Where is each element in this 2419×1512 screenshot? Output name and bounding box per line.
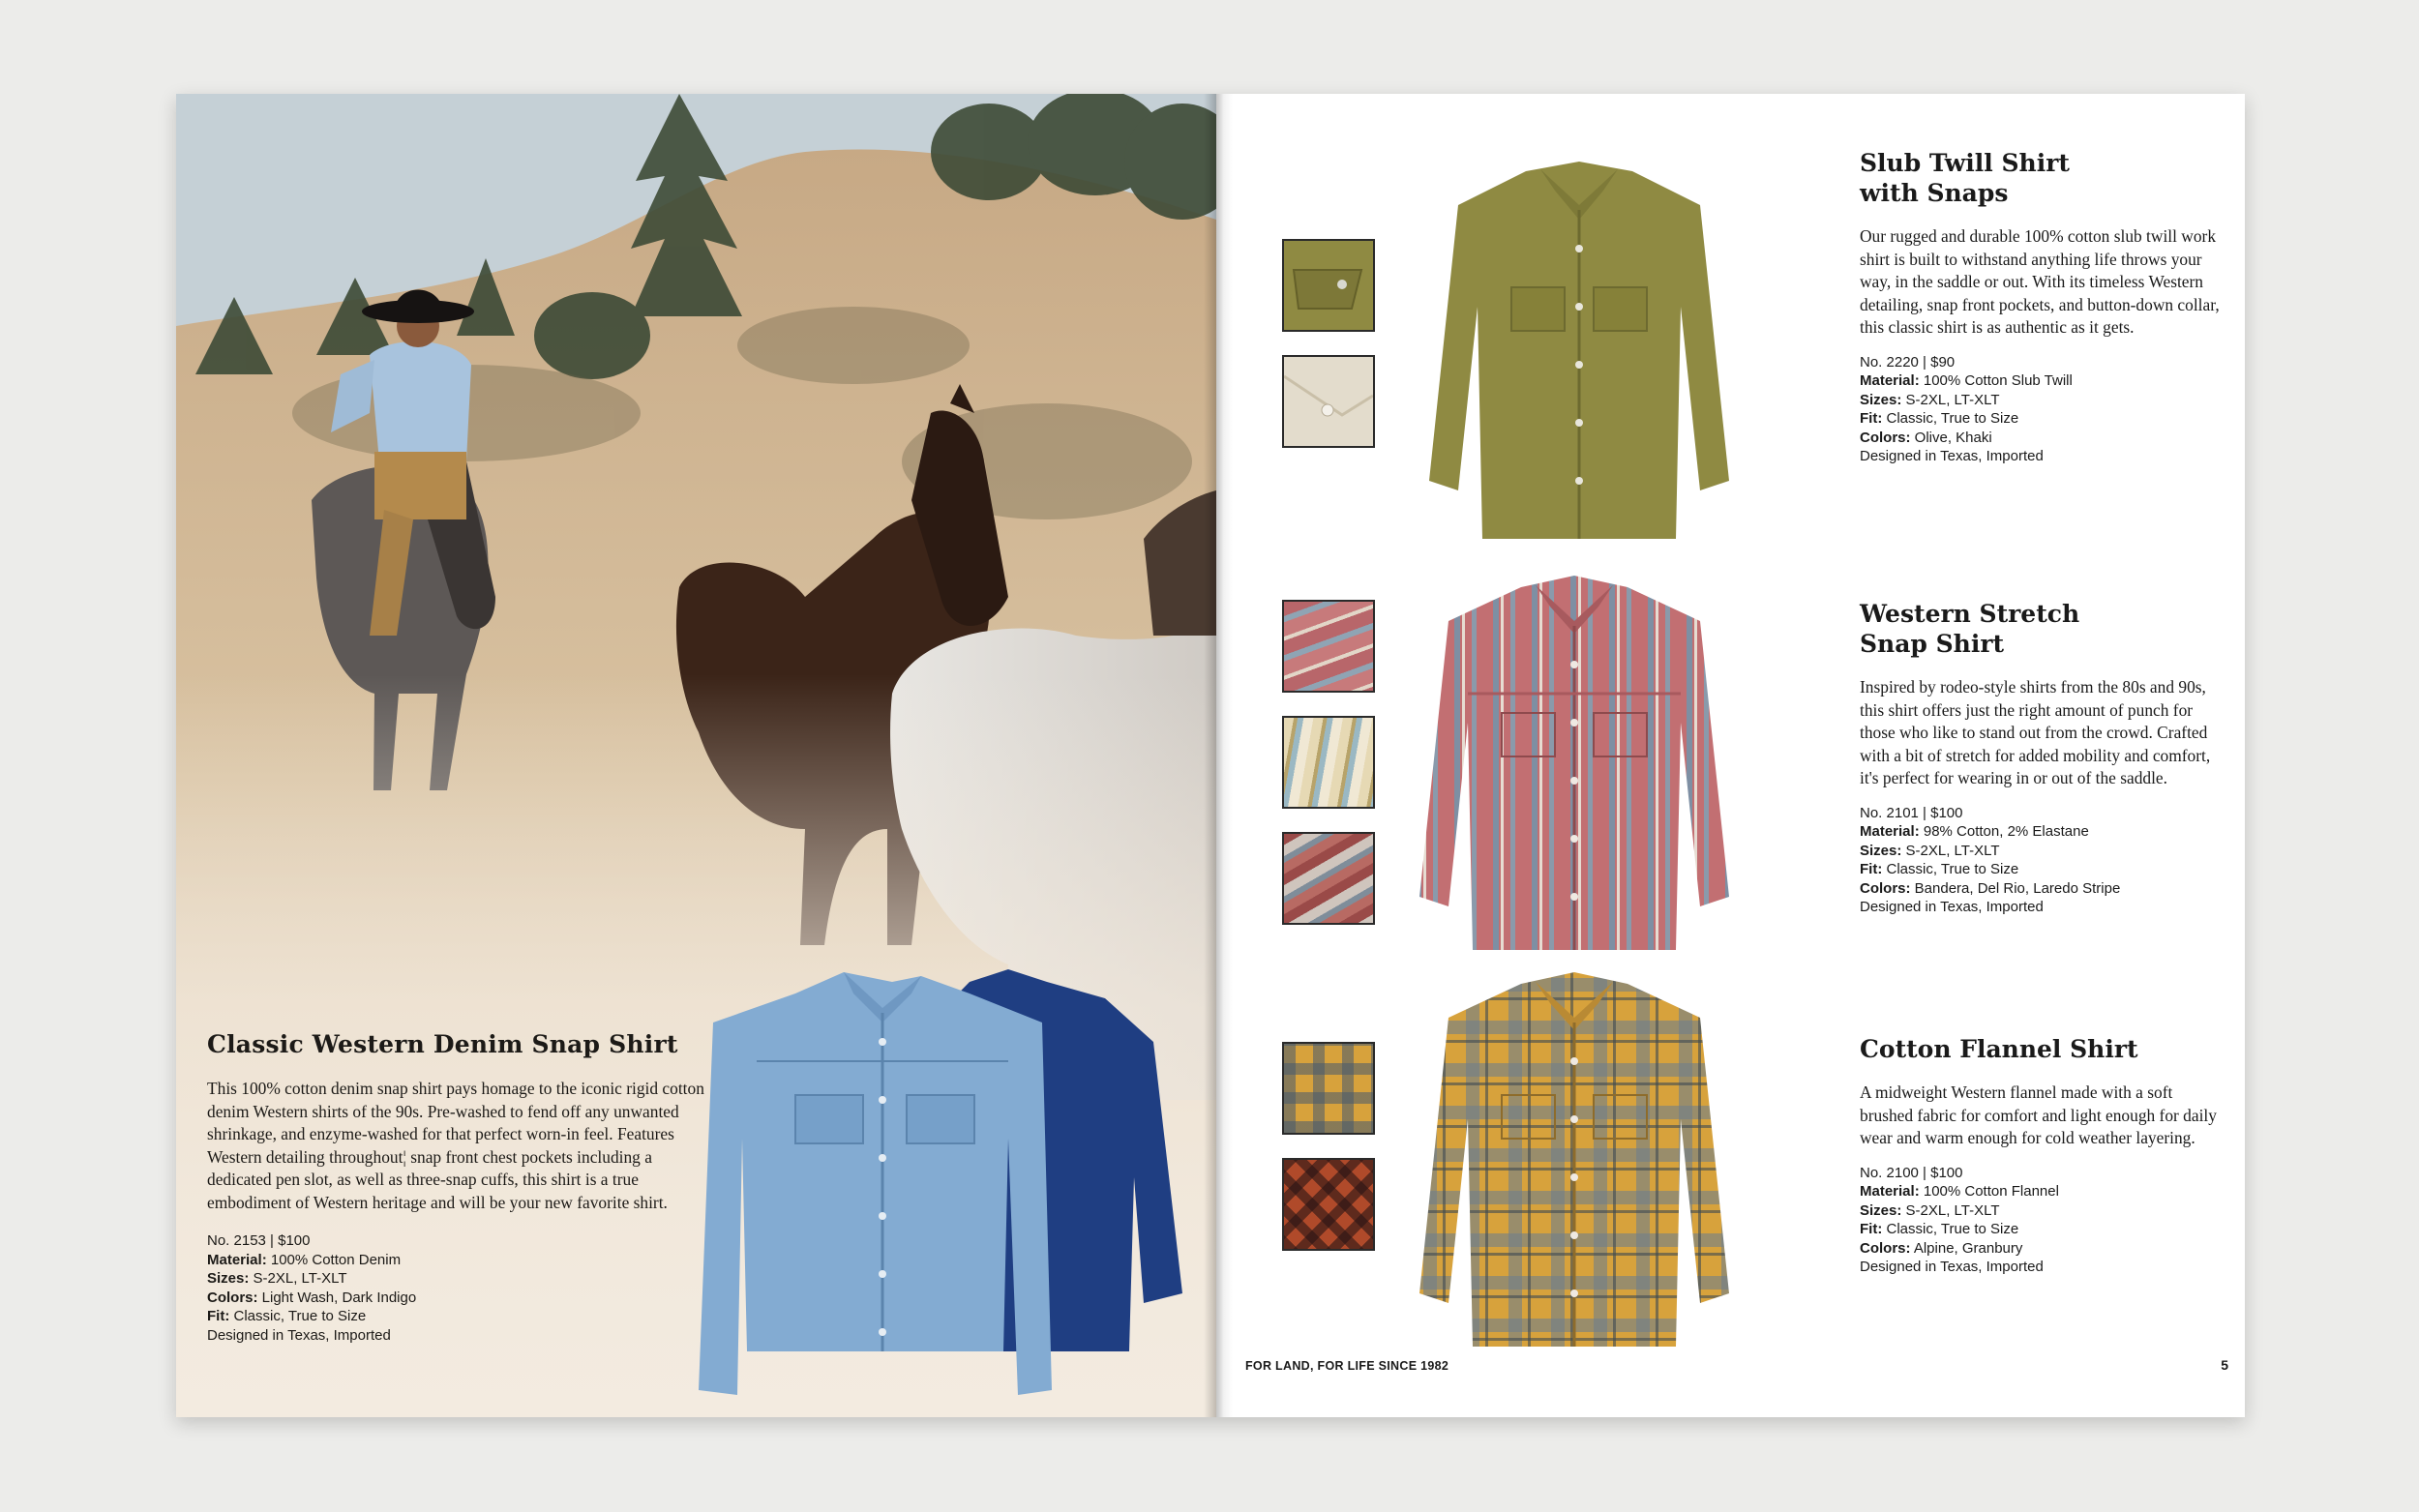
spec-sizes: Sizes: S-2XL, LT-XLT — [1860, 1201, 2000, 1219]
number-price: No. 2153 | $100 — [207, 1232, 311, 1249]
product-title: Slub Twill Shirt with Snaps — [1860, 149, 2070, 207]
spec-fit: Fit: Classic, True to Size — [1860, 861, 2019, 877]
spec-colors: Colors: Bandera, Del Rio, Laredo Stripe — [1860, 879, 2121, 897]
page-gutter — [1204, 94, 1233, 1417]
page-number: 5 — [2221, 1357, 2228, 1373]
footer-tagline: FOR LAND, FOR LIFE SINCE 1982 — [1245, 1359, 1449, 1373]
spec-material: Material: 100% Cotton Denim — [207, 1251, 402, 1268]
swatch-bandera-stripe — [1282, 600, 1375, 693]
right-page — [1216, 94, 2245, 1417]
spec-material: Material: 100% Cotton Slub Twill — [1860, 372, 2073, 389]
product-specs — [1860, 1164, 2227, 1277]
swatch-alpine-plaid — [1282, 1042, 1375, 1135]
product-western-stretch-text — [1860, 599, 2227, 917]
spec-colors: Colors: Olive, Khaki — [1860, 429, 1992, 446]
product-description: A midweight Western flannel made with a soft brushed fabric for comfort and light enough for daily wear and warm enough for cold weather layering. — [1860, 1082, 2217, 1147]
number-price: No. 2100 | $100 — [1860, 1164, 1963, 1181]
product-specs — [207, 1231, 710, 1345]
left-page — [176, 94, 1216, 1417]
swatch-laredo-stripe — [1282, 832, 1375, 925]
swatch-granbury-plaid — [1282, 1158, 1375, 1251]
spec-colors: Colors: Light Wash, Dark Indigo — [207, 1289, 417, 1306]
swatch-olive-pocket — [1282, 239, 1375, 332]
product-specs — [1860, 804, 2227, 917]
product-specs — [1860, 353, 2227, 466]
denim-shirt-description-block — [207, 1030, 710, 1345]
number-price: No. 2101 | $100 — [1860, 804, 1963, 821]
spec-sizes: Sizes: S-2XL, LT-XLT — [207, 1270, 347, 1287]
product-title: Cotton Flannel Shirt — [1860, 1035, 2138, 1063]
product-description: Our rugged and durable 100% cotton slub twill work shirt is built to withstand anything life throws your way, in the saddle or out. With its timeless Western detailing, snap front pockets, and button-down collar, this classic shirt is as authentic as it gets. — [1860, 226, 2220, 337]
product-description: This 100% cotton denim snap shirt pays homage to the iconic rigid cotton denim Western shirts of the 90s. Pre-washed to fend off any unwanted shrinkage, and enzyme-washed for that perfect worn-in feel. Features Western detailing throughout¦ snap front chest pockets including a dedicated pen slot, as well as three-snap cuffs, this shirt is a true embodiment of Western heritage and will be your new favorite shirt. — [207, 1079, 704, 1212]
product-origin: Designed in Texas, Imported — [1860, 448, 2044, 464]
spec-sizes: Sizes: S-2XL, LT-XLT — [1860, 842, 2000, 859]
spec-fit: Fit: Classic, True to Size — [207, 1308, 367, 1324]
product-title: Classic Western Denim Snap Shirt — [207, 1030, 678, 1058]
olive-slub-twill-shirt-image — [1419, 152, 1739, 558]
cotton-flannel-shirt-image — [1410, 964, 1739, 1361]
spec-material: Material: 98% Cotton, 2% Elastane — [1860, 823, 2089, 840]
catalog-spread — [176, 94, 2245, 1417]
product-origin: Designed in Texas, Imported — [207, 1326, 391, 1344]
product-cotton-flannel-text — [1860, 1034, 2227, 1277]
product-slub-twill-text — [1860, 148, 2227, 466]
swatch-del-rio-stripe — [1282, 716, 1375, 809]
product-title: Western Stretch Snap Shirt — [1860, 600, 2080, 658]
western-stretch-snap-shirt-image — [1410, 568, 1739, 964]
spec-colors: Colors: Alpine, Granbury — [1860, 1239, 2023, 1257]
product-description: Inspired by rodeo-style shirts from the 80s and 90s, this shirt offers just the right amount of punch for those who like to stand out from the crowd. Crafted with a bit of stretch for added mobility and comfort, it's perfect for wearing in or out of the saddle. — [1860, 677, 2211, 787]
spec-fit: Fit: Classic, True to Size — [1860, 1221, 2019, 1237]
spec-sizes: Sizes: S-2XL, LT-XLT — [1860, 391, 2000, 408]
product-origin: Designed in Texas, Imported — [1860, 899, 2044, 915]
light-denim-shirt-image — [699, 969, 1182, 1395]
spec-fit: Fit: Classic, True to Size — [1860, 410, 2019, 427]
number-price: No. 2220 | $90 — [1860, 353, 1956, 371]
swatch-khaki-collar — [1282, 355, 1375, 448]
spec-material: Material: 100% Cotton Flannel — [1860, 1183, 2059, 1200]
product-origin: Designed in Texas, Imported — [1860, 1259, 2044, 1275]
